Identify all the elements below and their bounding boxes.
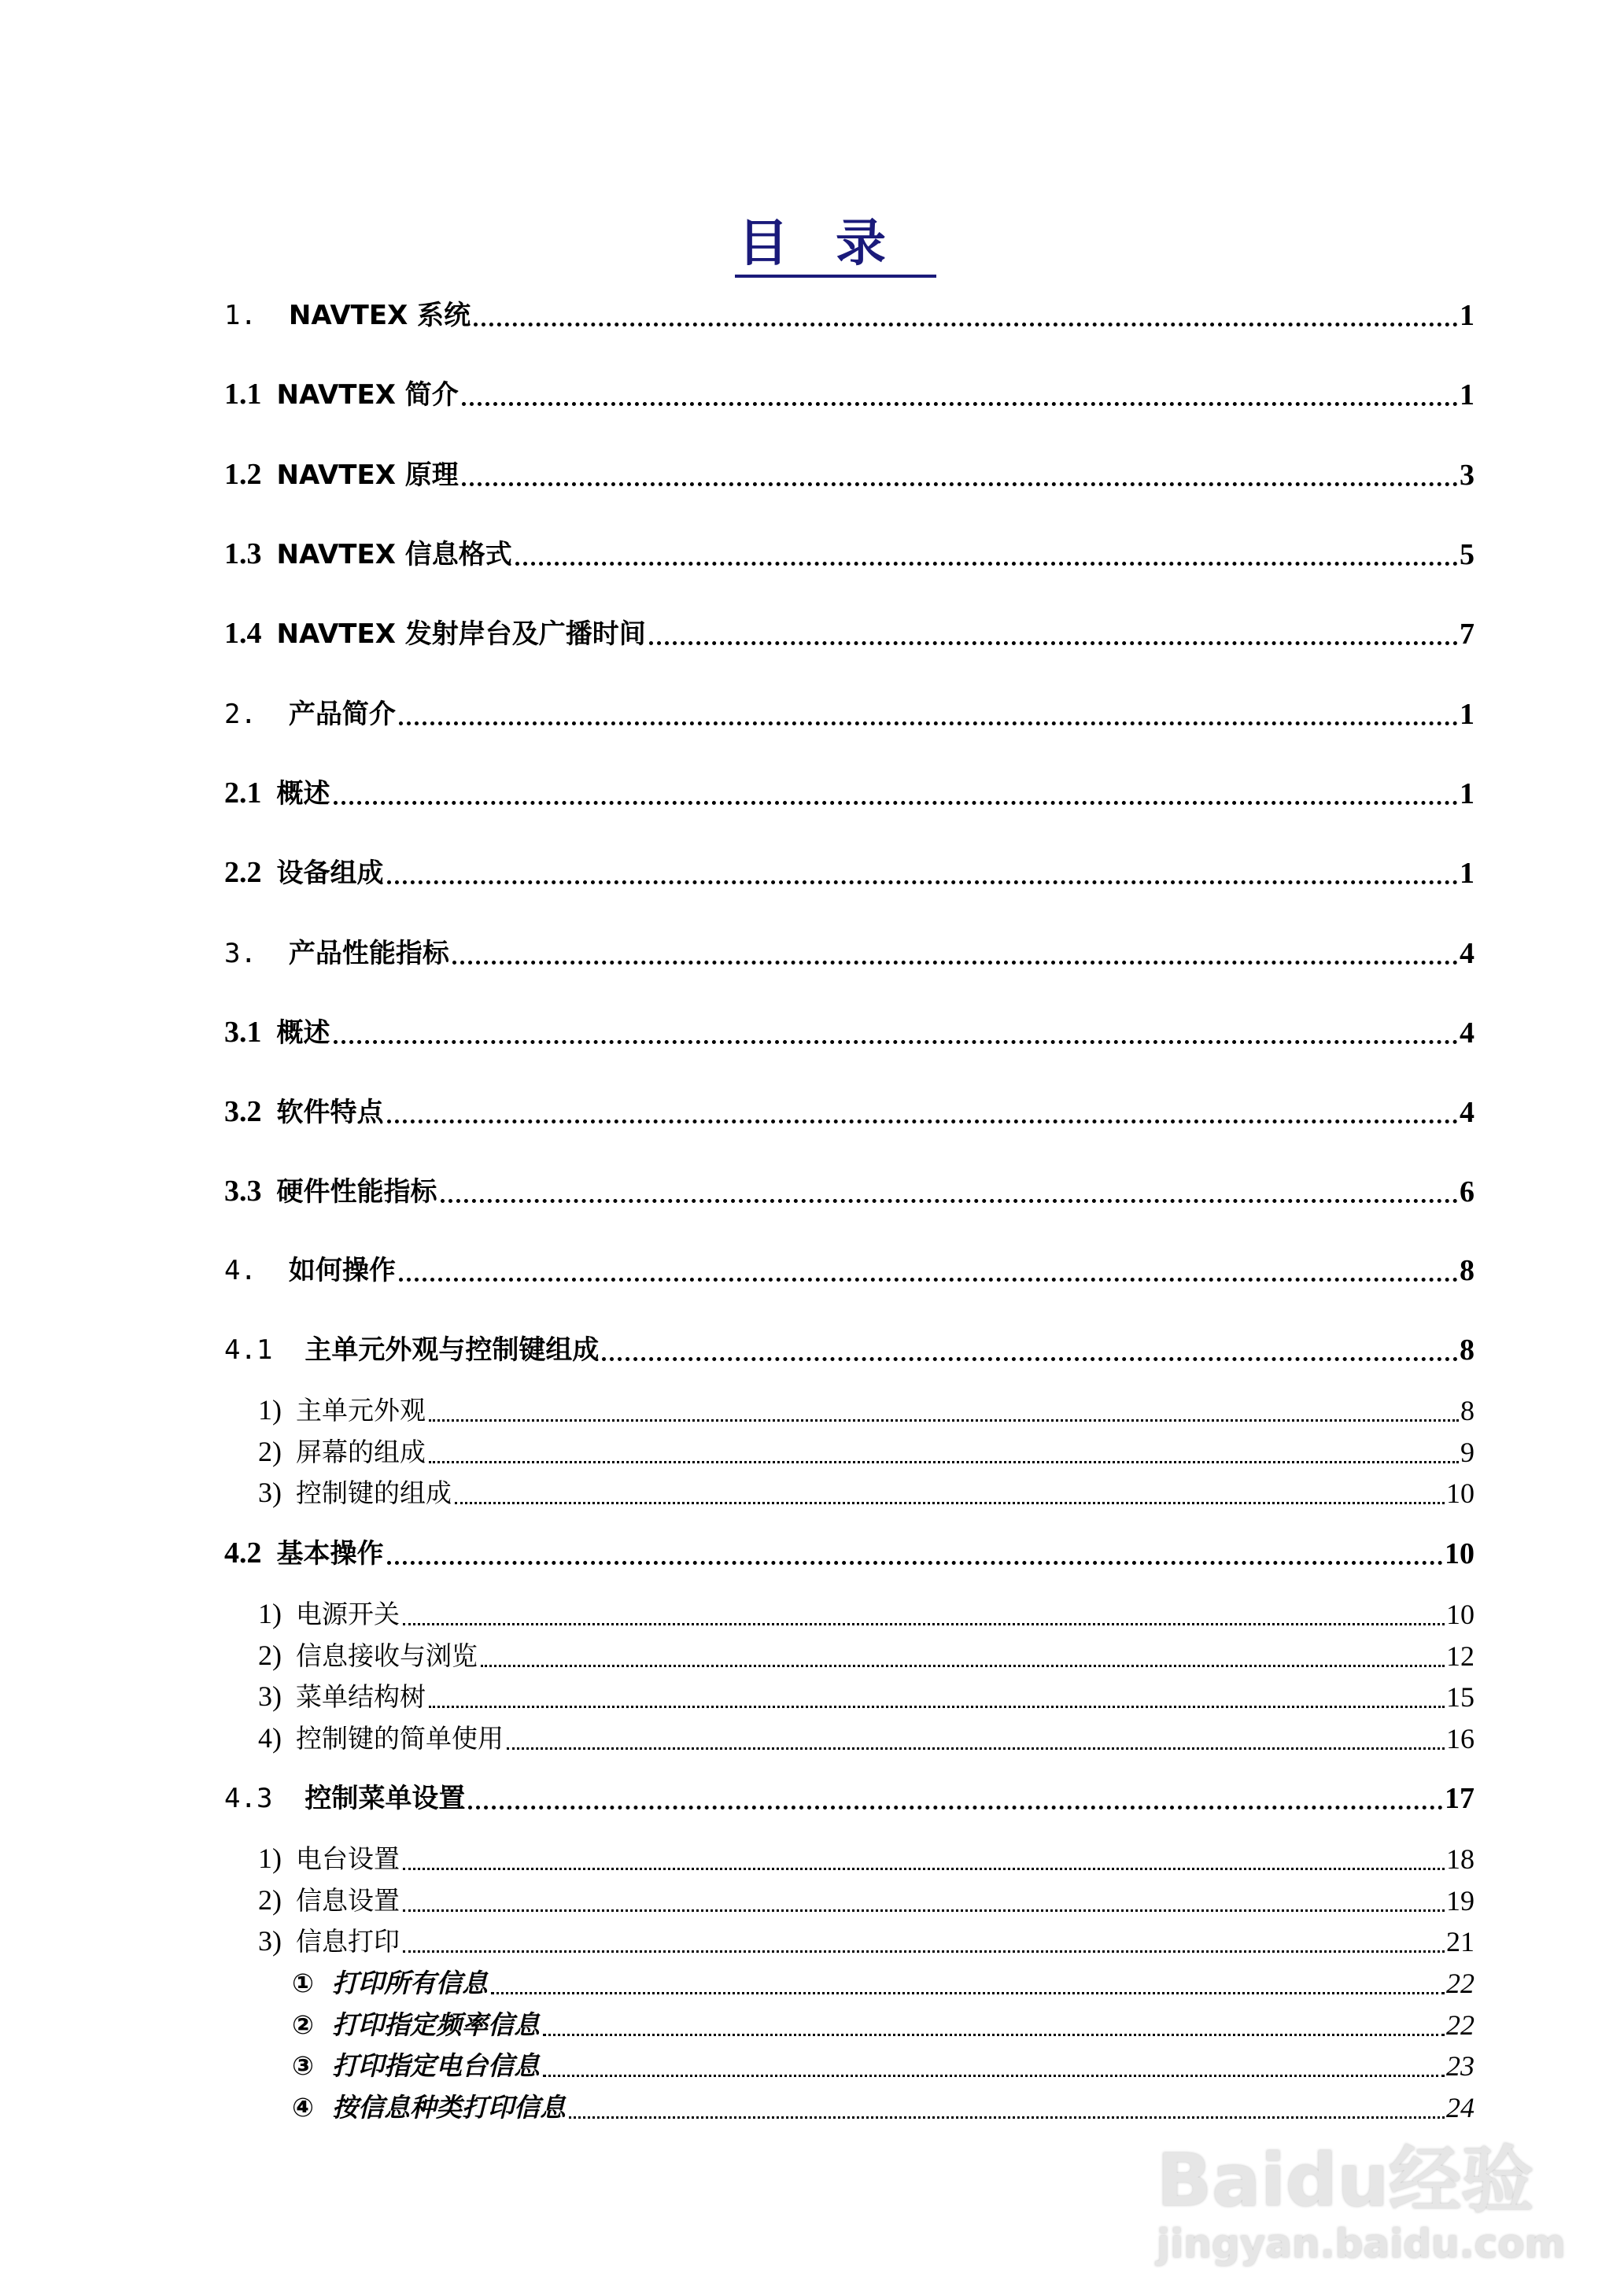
dot-leader — [491, 1992, 1445, 1994]
toc-entry-number: 3.1 — [224, 1015, 262, 1049]
toc-entry-title: 信息打印 — [296, 1926, 400, 1957]
toc-entry-number: 2) — [258, 1639, 282, 1671]
toc-entry-number: 3.3 — [224, 1175, 262, 1208]
toc-entry[interactable] — [224, 615, 1475, 653]
toc-entry-label — [224, 1252, 396, 1289]
toc-entry-page: 9 — [1460, 1436, 1475, 1468]
toc-entry-number: 1. — [224, 300, 257, 332]
toc-entry-title: 信息设置 — [296, 1884, 400, 1916]
toc-entry[interactable] — [258, 1840, 1475, 1878]
toc-entry-title: 产品简介 — [288, 698, 396, 730]
toc-entry-label — [258, 1474, 452, 1512]
toc-entry-label — [258, 1922, 400, 1961]
toc-entry-title: 概述 — [276, 1016, 330, 1049]
toc-entry-number: 4. — [224, 1254, 257, 1286]
toc-entry-title: NAVTEX 系统 — [288, 300, 471, 332]
toc-entry[interactable] — [292, 2006, 1475, 2044]
toc-entry[interactable] — [258, 1882, 1475, 1920]
toc-entry-title: 打印指定频率信息 — [331, 2009, 540, 2040]
toc-entry-number: ② — [292, 2009, 314, 2040]
toc-entry-page: 15 — [1446, 1681, 1475, 1714]
toc-entry-page: 24 — [1446, 2091, 1475, 2123]
toc-entry-page: 12 — [1446, 1640, 1475, 1672]
toc-entry[interactable] — [258, 1596, 1475, 1633]
toc-entry-page: 19 — [1446, 1884, 1475, 1917]
dot-leader — [602, 1357, 1458, 1361]
toc-entry-number: ③ — [292, 2050, 314, 2082]
dot-leader — [543, 2075, 1445, 2077]
toc-entry-number: 1) — [258, 1597, 282, 1629]
toc-entry-number: 3.2 — [224, 1095, 262, 1129]
toc-entry-number: 1) — [258, 1843, 282, 1875]
toc-entry-label — [292, 2047, 540, 2085]
toc-entry-page: 5 — [1460, 538, 1475, 571]
toc-entry[interactable] — [292, 2089, 1475, 2127]
toc-entry-label — [224, 854, 384, 892]
toc-entry-label — [224, 614, 646, 653]
dot-leader — [481, 1665, 1445, 1667]
toc-entry-page: 4 — [1460, 1096, 1475, 1130]
dot-leader — [462, 482, 1458, 486]
dot-leader — [474, 323, 1458, 326]
toc-entry-title: 信息接收与浏览 — [296, 1640, 478, 1671]
toc-entry-title: NAVTEX 简介 — [276, 379, 459, 411]
toc-entry-page: 10 — [1445, 1537, 1475, 1571]
toc-entry[interactable] — [292, 2047, 1475, 2085]
toc-entry-page: 8 — [1460, 1334, 1475, 1367]
toc-entry-label — [258, 1881, 400, 1920]
toc-entry-page: 16 — [1446, 1722, 1475, 1754]
toc-entry-page: 18 — [1446, 1843, 1475, 1876]
toc-entry[interactable] — [224, 854, 1475, 892]
dot-leader — [334, 801, 1459, 805]
toc-entry[interactable] — [258, 1433, 1475, 1471]
toc-entry-page: 8 — [1460, 1395, 1475, 1427]
toc-entry-number: 4.3 — [224, 1783, 273, 1815]
toc-entry-page: 17 — [1445, 1782, 1475, 1816]
toc-entry[interactable] — [258, 1678, 1475, 1716]
toc-entry-page: 8 — [1460, 1253, 1475, 1287]
dot-leader — [515, 562, 1458, 566]
toc-entry-label — [224, 1331, 599, 1369]
baidu-watermark: Baidu经验 jingyan.baidu.com — [1157, 2138, 1566, 2267]
toc-entry-title: 电源开关 — [296, 1598, 400, 1629]
toc-entry-number: 4.2 — [224, 1537, 262, 1570]
toc-entry-page: 4 — [1460, 936, 1475, 970]
toc-entry-label — [224, 1013, 330, 1052]
dot-leader — [429, 1706, 1445, 1708]
toc-entry-page: 1 — [1460, 777, 1475, 810]
toc-entry-number: ④ — [292, 2091, 314, 2123]
toc-entry-number: 1) — [258, 1394, 282, 1426]
dot-leader — [399, 721, 1458, 725]
toc-entry-title: 打印指定电台信息 — [331, 2050, 540, 2082]
toc-entry-number: 4) — [258, 1721, 282, 1754]
toc-entry[interactable] — [224, 1535, 1475, 1573]
toc-entry-page: 7 — [1460, 618, 1475, 651]
toc-entry[interactable] — [258, 1923, 1475, 1961]
toc-entry[interactable] — [258, 1392, 1475, 1430]
toc-entry-title: 概述 — [276, 777, 330, 810]
toc-entry[interactable] — [224, 1094, 1475, 1131]
toc-entry-title: 基本操作 — [276, 1538, 384, 1570]
toc-entry-number: 3) — [258, 1680, 282, 1713]
toc-entry[interactable] — [224, 935, 1475, 972]
toc-entry[interactable] — [224, 376, 1475, 414]
toc-entry-title: NAVTEX 信息格式 — [276, 539, 512, 570]
toc-entry-page: 10 — [1446, 1598, 1475, 1630]
toc-entry-number: ① — [292, 1967, 314, 1998]
dot-leader — [507, 1747, 1445, 1750]
toc-entry-label — [258, 1391, 426, 1430]
toc-entry[interactable] — [224, 1331, 1475, 1369]
toc-entry-number: 3. — [224, 937, 257, 969]
toc-entry[interactable] — [224, 775, 1475, 813]
toc-entry-label — [224, 456, 459, 494]
dot-leader — [387, 880, 1459, 884]
toc-entry-number: 2. — [224, 698, 257, 730]
toc-entry-title: 如何操作 — [288, 1254, 396, 1286]
toc-entry-title: NAVTEX 原理 — [276, 459, 459, 491]
toc-entry-page: 22 — [1446, 2009, 1475, 2041]
toc-entry-number: 1.4 — [224, 617, 262, 651]
toc-entry-label — [258, 1636, 478, 1675]
toc-entry-label — [224, 774, 330, 813]
dot-leader — [452, 961, 1458, 965]
toc-entry-page: 1 — [1460, 378, 1475, 412]
toc-entry-title: 屏幕的组成 — [296, 1436, 426, 1467]
toc-entry-title: 硬件性能指标 — [276, 1176, 437, 1208]
toc-entry-number: 3) — [258, 1925, 282, 1957]
dot-leader — [649, 641, 1458, 645]
toc-entry-title: 软件特点 — [276, 1097, 384, 1129]
toc-entry[interactable] — [258, 1720, 1475, 1758]
toc-entry-page: 3 — [1460, 458, 1475, 492]
toc-entry-title: 打印所有信息 — [331, 1967, 488, 1998]
toc-entry-title: 控制菜单设置 — [304, 1783, 466, 1815]
toc-entry-title: 菜单结构树 — [296, 1681, 426, 1713]
toc-entry-label — [224, 297, 471, 334]
dot-leader — [429, 1461, 1459, 1463]
dot-leader — [403, 1623, 1445, 1625]
toc-entry-page: 23 — [1446, 2050, 1475, 2083]
dot-leader — [403, 1950, 1445, 1953]
toc-entry-title: 设备组成 — [276, 858, 384, 890]
toc-entry-label — [292, 2089, 566, 2127]
page-title: 目录 — [0, 203, 1624, 275]
toc-entry-label — [224, 935, 449, 972]
toc-entry-page: 4 — [1460, 1016, 1475, 1050]
toc-entry-number: 3) — [258, 1477, 282, 1509]
toc-entry-number: 4.1 — [224, 1334, 273, 1367]
toc-entry-number: 1.3 — [224, 537, 262, 570]
toc-entry[interactable] — [224, 456, 1475, 494]
toc-entry-page: 22 — [1446, 1967, 1475, 1999]
toc-entry[interactable] — [258, 1637, 1475, 1675]
toc-entry-label — [258, 1677, 426, 1716]
dot-leader — [441, 1199, 1459, 1203]
toc-entry-number: 2) — [258, 1883, 282, 1916]
dot-leader — [334, 1040, 1459, 1044]
toc-entry-title: 控制键的组成 — [296, 1478, 452, 1509]
toc-entry-title: 按信息种类打印信息 — [331, 2091, 566, 2123]
toc-entry-title: 控制键的简单使用 — [296, 1722, 504, 1754]
dot-leader — [387, 1120, 1459, 1123]
dot-leader — [429, 1419, 1459, 1422]
toc-entry-page: 1 — [1460, 697, 1475, 731]
toc-entry-number: 2) — [258, 1435, 282, 1467]
dot-leader — [403, 1868, 1445, 1870]
toc-entry-number: 1.2 — [224, 457, 262, 491]
toc-entry-label — [224, 535, 512, 574]
toc-entry-label — [258, 1433, 426, 1471]
toc-entry-page: 1 — [1460, 857, 1475, 891]
dot-leader — [468, 1806, 1443, 1810]
dot-leader — [543, 2034, 1445, 2036]
dot-leader — [462, 402, 1458, 406]
toc-entry-title: 电台设置 — [296, 1843, 400, 1875]
toc-entry-page: 21 — [1446, 1926, 1475, 1958]
toc-entry[interactable] — [224, 536, 1475, 574]
toc-entry[interactable] — [224, 1173, 1475, 1211]
toc-entry[interactable] — [258, 1474, 1475, 1512]
toc-entry-title: 主单元外观 — [296, 1395, 426, 1426]
toc-entry-label — [224, 1093, 384, 1131]
toc-entry-page: 6 — [1460, 1175, 1475, 1209]
dot-leader — [569, 2116, 1445, 2119]
dot-leader — [403, 1909, 1445, 1912]
toc-entry-label — [224, 1534, 384, 1573]
toc-entry-title: 主单元外观与控制键组成 — [304, 1334, 600, 1367]
toc-entry[interactable] — [224, 1014, 1475, 1052]
toc-entry-label — [292, 1965, 488, 2002]
toc-entry-label — [224, 1172, 437, 1211]
toc-entry[interactable] — [224, 695, 1475, 733]
toc-entry-label — [292, 2006, 540, 2044]
toc-entry-title: NAVTEX 发射岸台及广播时间 — [276, 618, 646, 651]
toc-entry-label — [258, 1839, 400, 1878]
toc-entry-label — [224, 1780, 465, 1817]
dot-leader — [399, 1278, 1458, 1282]
toc-entry[interactable] — [224, 1780, 1475, 1817]
dot-leader — [387, 1561, 1444, 1565]
toc-entry-label — [258, 1595, 400, 1633]
toc-entry[interactable] — [224, 1252, 1475, 1289]
toc-entry-label — [224, 375, 459, 414]
toc-entry-label — [258, 1719, 504, 1758]
dot-leader — [455, 1502, 1445, 1504]
toc-entry[interactable] — [224, 297, 1475, 334]
toc-entry-number: 2.1 — [224, 776, 262, 810]
toc-entry[interactable] — [292, 1965, 1475, 2002]
toc-entry-label — [224, 695, 396, 733]
toc-entry-page: 1 — [1460, 299, 1475, 333]
toc-entry-page: 10 — [1446, 1478, 1475, 1510]
toc-entry-number: 2.2 — [224, 856, 262, 890]
toc-entry-number: 1.1 — [224, 378, 262, 411]
toc-entry-title: 产品性能指标 — [288, 937, 449, 969]
